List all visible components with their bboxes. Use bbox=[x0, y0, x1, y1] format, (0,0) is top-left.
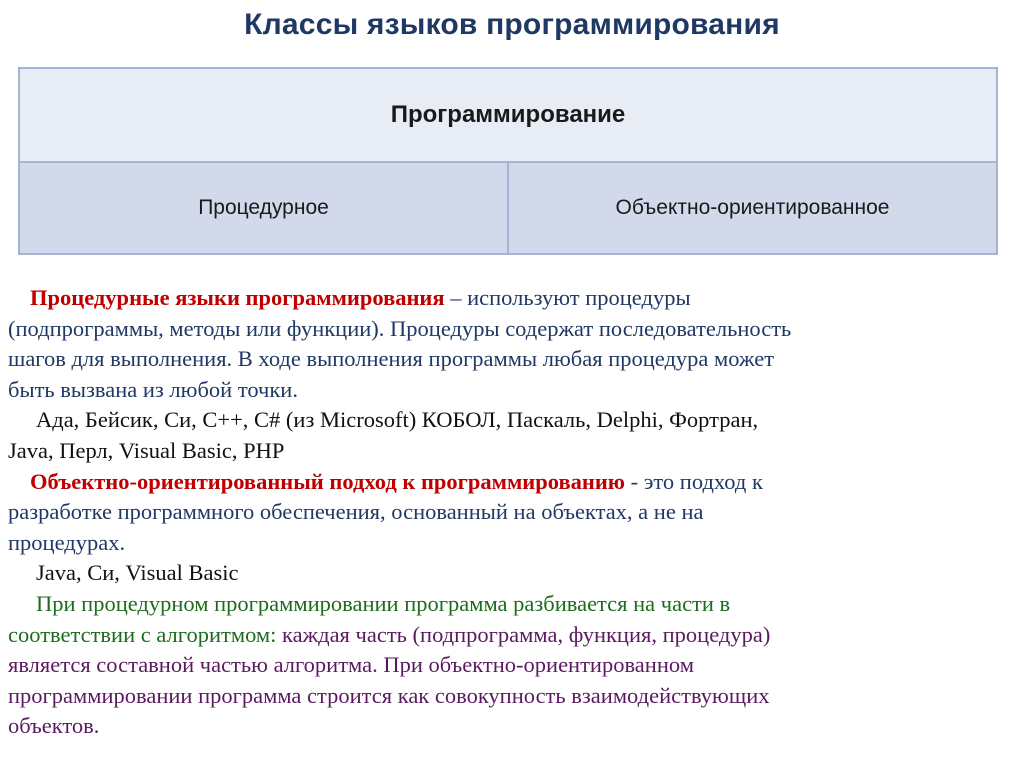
examples-oop-line bbox=[8, 558, 1013, 589]
paragraph-procedural-line-2: (подпрограммы, методы или функции). Процедуры содержат последовательность bbox=[8, 315, 792, 341]
examples-procedural-line-2: Java, Перл, Visual Basic, PHP bbox=[8, 437, 285, 463]
table-row bbox=[20, 163, 996, 253]
paragraph-comparison-line-5: объектов. bbox=[8, 713, 100, 739]
procedural-label: Процедурное bbox=[198, 196, 329, 219]
comparison-text-2b: каждая часть (подпрограмма, функция, процедура) bbox=[276, 621, 771, 647]
table-cell-oop bbox=[509, 163, 996, 253]
table-header-label: Программирование bbox=[390, 101, 626, 128]
examples-procedural-line-1 bbox=[8, 405, 1013, 436]
procedural-definition-start: – используют процедуры bbox=[444, 285, 691, 310]
examples-procedural-text-1: Ада, Бейсик, Си, C++, C# (из Microsoft) КОБОЛ, Паскаль, Delphi, Фортран, bbox=[36, 407, 759, 433]
paragraph-oop-line-1 bbox=[8, 467, 1013, 498]
comparison-text-1: При процедурном программировании программа разбивается на части в bbox=[36, 590, 731, 616]
body-text bbox=[8, 283, 1013, 742]
oop-label: Объектно-ориентированное bbox=[615, 196, 890, 219]
paragraph-comparison-line-1 bbox=[8, 589, 1013, 620]
paragraph-oop-line-2: разработке программного обеспечения, основанный на объектах, а не на bbox=[8, 499, 704, 525]
paragraph-procedural-line-4: быть вызвана из любой точки. bbox=[8, 376, 298, 402]
table-header-cell bbox=[20, 69, 996, 163]
table-cell-procedural bbox=[20, 163, 509, 253]
paragraph-comparison-line-3: является составной частью алгоритма. При объектно-ориентированном bbox=[8, 652, 694, 678]
oop-term: Объектно-ориентированный подход к программированию bbox=[30, 468, 625, 494]
paragraph-procedural-line-3: шагов для выполнения. В ходе выполнения программы любая процедура может bbox=[8, 346, 775, 372]
procedural-term: Процедурные языки программирования bbox=[30, 285, 445, 310]
paragraph-oop-line-3: процедурах. bbox=[8, 529, 126, 555]
page-title: Классы языков программирования bbox=[244, 8, 780, 41]
classification-table bbox=[18, 67, 998, 255]
oop-definition-start: - это подход к bbox=[625, 468, 763, 494]
paragraph-comparison-line-4: программировании программа строится как совокупность взаимодействующих bbox=[8, 682, 770, 708]
paragraph-comparison-line-2 bbox=[8, 620, 1013, 651]
comparison-text-2a: соответствии с алгоритмом: bbox=[8, 621, 277, 647]
examples-oop-text: Java, Си, Visual Basic bbox=[36, 560, 239, 586]
paragraph-procedural-line-1 bbox=[8, 283, 1013, 314]
